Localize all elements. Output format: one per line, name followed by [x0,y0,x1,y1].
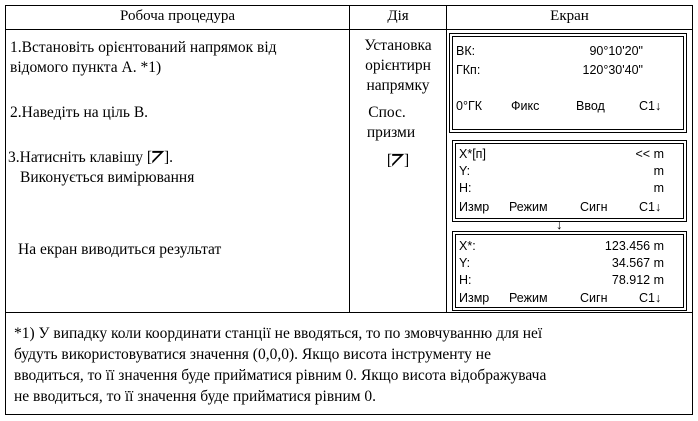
step-3-line-1 [8,147,173,168]
softkey-measure[interactable]: Измр [459,200,490,214]
step-3-text: 3.Натисніть клавішу [ [8,149,153,166]
screen-3-row-3-label: H: [459,273,472,287]
softkey-0hk[interactable]: 0°ГК [456,99,483,113]
table-border-left [5,5,6,415]
screen-3 [455,234,684,308]
column-divider-2 [446,5,447,313]
action-2-line-1: Спос. [368,104,406,121]
screen-3-row-2-label: Y: [459,256,471,270]
header-procedure: Робоча процедура [120,8,235,24]
screen-3-row-3-value: 78.912 m [611,273,664,287]
screen-1-row-1-value: 90°10'20" [589,44,643,58]
step-1-line-2: відомого пункта А. *1) [10,59,162,76]
table-border-bottom [5,414,693,415]
screen-2-row-3-label: H: [459,181,472,195]
action-2-line-2: призми [366,124,416,141]
softkey-signal[interactable]: Сигн [580,200,608,214]
measure-key-icon: ⦢ [392,151,404,169]
softkey-mode[interactable]: Режим [509,291,548,305]
screen-2-row-1-value: << m [635,147,664,161]
step-2-text: 2.Наведіть на ціль В. [10,104,149,121]
action-1-line-3: напрямку [366,77,430,94]
footnote-line-1: *1) У випадку коли координати станції не вводяться, то по змовчуванню для неї [14,325,543,342]
screen-2-row-2-label: Y: [459,164,471,178]
softkey-page-1[interactable]: С1↓ [639,200,662,214]
screen-1 [452,36,684,130]
measure-key-icon: ⦢ [152,148,164,166]
header-screen: Екран [550,8,589,24]
screen-1-row-1-label: ВК: [456,44,476,58]
action-1-line-1: Установка [364,37,432,54]
action-3-key [350,150,446,171]
step-1-line-1: 1.Встановіть орієнтований напрямок від [10,39,277,56]
screen-2 [455,143,684,219]
action-1-line-2: орієнтирн [365,57,431,74]
softkey-page-1[interactable]: С1↓ [639,99,662,113]
screen-3-row-1-label: X*: [459,239,476,253]
screen-1-row-2-label: ГКп: [456,63,481,77]
step-4-text: На екран виводиться результат [18,241,222,258]
arrow-down-icon: ↓ [556,217,563,232]
softkey-signal[interactable]: Сигн [580,291,608,305]
footnote-line-4: не вводиться, то її значення буде прийматися рівним 0. [14,388,377,405]
action-3-prefix: [ [386,152,393,169]
screen-1-row-2-value: 120°30'40" [582,63,643,77]
softkey-mode[interactable]: Режим [509,200,548,214]
header-action: Дія [387,8,409,24]
action-3-suffix: ] [403,152,410,169]
screen-2-row-2-value: m [653,164,664,178]
table-border-right [692,5,693,415]
softkey-measure[interactable]: Измр [459,291,490,305]
footnote-line-2: будуть використовуватися значення (0,0,0). Якщо висота інструменту не [14,346,491,363]
softkey-fix[interactable]: Фикс [511,99,540,113]
step-3-text-end: ]. [163,149,174,166]
screen-2-row-3-value: m [653,181,664,195]
screen-2-row-1-label: X*[п] [459,147,486,161]
screen-3-row-1-value: 123.456 m [604,239,664,253]
softkey-enter[interactable]: Ввод [576,99,605,113]
footnote-line-3: вводиться, то її значення буде прийматися рівним 0. Якщо висота відображувача [14,367,547,384]
screen-3-row-2-value: 34.567 m [611,256,664,270]
softkey-page-1[interactable]: С1↓ [639,291,662,305]
step-3-line-2: Виконується вимірювання [20,169,195,186]
